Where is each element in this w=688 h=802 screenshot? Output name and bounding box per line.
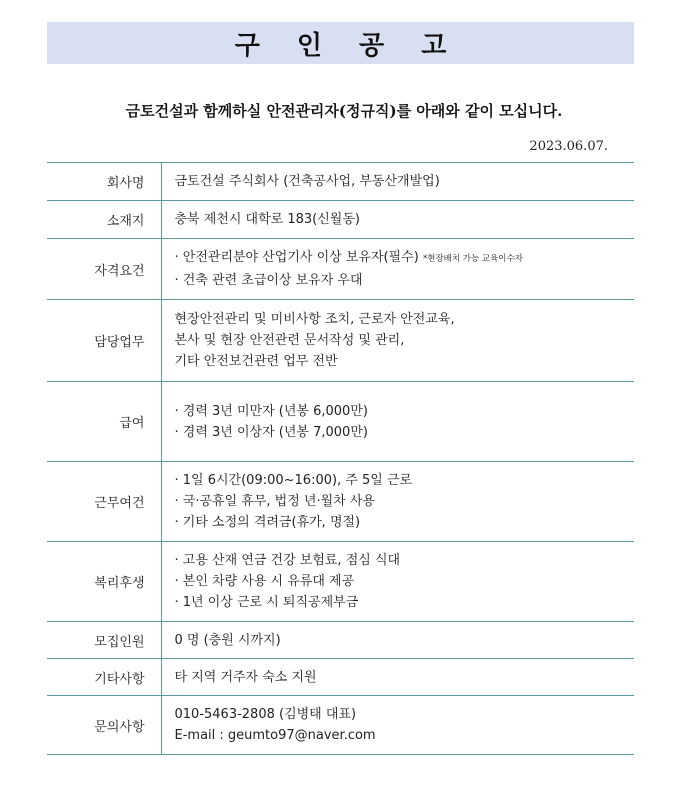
label-qualifications: 자격요건 xyxy=(47,239,161,300)
row-other xyxy=(47,659,634,696)
label-company: 회사명 xyxy=(47,163,161,201)
row-contact xyxy=(47,696,634,755)
contact-phone: 010-5463-2808 (김병태 대표) xyxy=(174,707,357,722)
value-company: 금토건설 주식회사 (건축공사업, 부동산개발업) xyxy=(161,163,634,201)
row-duties xyxy=(47,300,634,382)
row-location xyxy=(47,201,634,239)
subtitle: 금토건설과 함께하실 안전관리자(정규직)를 아래와 같이 모십니다. xyxy=(125,102,563,120)
salary-line: · 경력 3년 이상자 (년봉 7,000만) xyxy=(174,424,368,440)
duty-line: 본사 및 현장 안전관련 문서작성 및 관리, xyxy=(174,333,405,348)
condition-line: · 1일 6시간(09:00~16:00), 주 5일 근로 xyxy=(174,473,413,488)
posting-date: 2023.06.07. xyxy=(529,139,608,154)
label-benefits: 복리후생 xyxy=(47,542,161,622)
row-conditions xyxy=(47,462,634,542)
value-salary xyxy=(161,382,634,462)
label-salary: 급여 xyxy=(47,382,161,462)
row-openings xyxy=(47,622,634,659)
label-openings: 모집인원 xyxy=(47,622,161,659)
duty-line: 현장안전관리 및 미비사항 조치, 근로자 안전교육, xyxy=(174,312,455,327)
qualification-preferred: · 건축 관련 초급이상 보유자 우대 xyxy=(174,273,363,288)
benefit-line: · 고용 산재 연금 건강 보험료, 점심 식대 xyxy=(174,553,401,568)
value-qualifications xyxy=(161,239,634,300)
row-company xyxy=(47,163,634,201)
condition-line: · 국·공휴일 휴무, 법정 년·월차 사용 xyxy=(174,494,375,509)
qualification-note: *현장배치 가능 교육이수자 xyxy=(422,254,523,264)
label-duties: 담당업무 xyxy=(47,300,161,382)
label-other: 기타사항 xyxy=(47,659,161,696)
row-qualifications xyxy=(47,239,634,300)
value-conditions xyxy=(161,462,634,542)
label-conditions: 근무여건 xyxy=(47,462,161,542)
row-salary xyxy=(47,382,634,462)
benefit-line: · 1년 이상 근로 시 퇴직공제부금 xyxy=(174,595,359,610)
row-benefits xyxy=(47,542,634,622)
label-contact: 문의사항 xyxy=(47,696,161,755)
title-banner xyxy=(47,22,634,64)
contact-email: E-mail : geumto97@naver.com xyxy=(174,728,376,743)
value-openings: 0 명 (충원 시까지) xyxy=(161,622,634,659)
value-location: 충북 제천시 대학로 183(신월동) xyxy=(161,201,634,239)
job-details-table xyxy=(47,162,634,755)
benefit-line: · 본인 차량 사용 시 유류대 제공 xyxy=(174,574,355,589)
condition-line: · 기타 소정의 격려금(휴가, 명절) xyxy=(174,515,361,530)
duty-line: 기타 안전보건관련 업무 전반 xyxy=(174,354,338,369)
value-other: 타 지역 거주자 숙소 지원 xyxy=(161,659,634,696)
value-contact xyxy=(161,696,634,755)
value-benefits xyxy=(161,542,634,622)
label-location: 소재지 xyxy=(47,201,161,239)
salary-line: · 경력 3년 미만자 (년봉 6,000만) xyxy=(174,403,368,419)
qualification-required: · 안전관리분야 산업기사 이상 보유자(필수) xyxy=(174,250,419,265)
page-title: 구 인 공 고 xyxy=(234,30,461,61)
value-duties xyxy=(161,300,634,382)
